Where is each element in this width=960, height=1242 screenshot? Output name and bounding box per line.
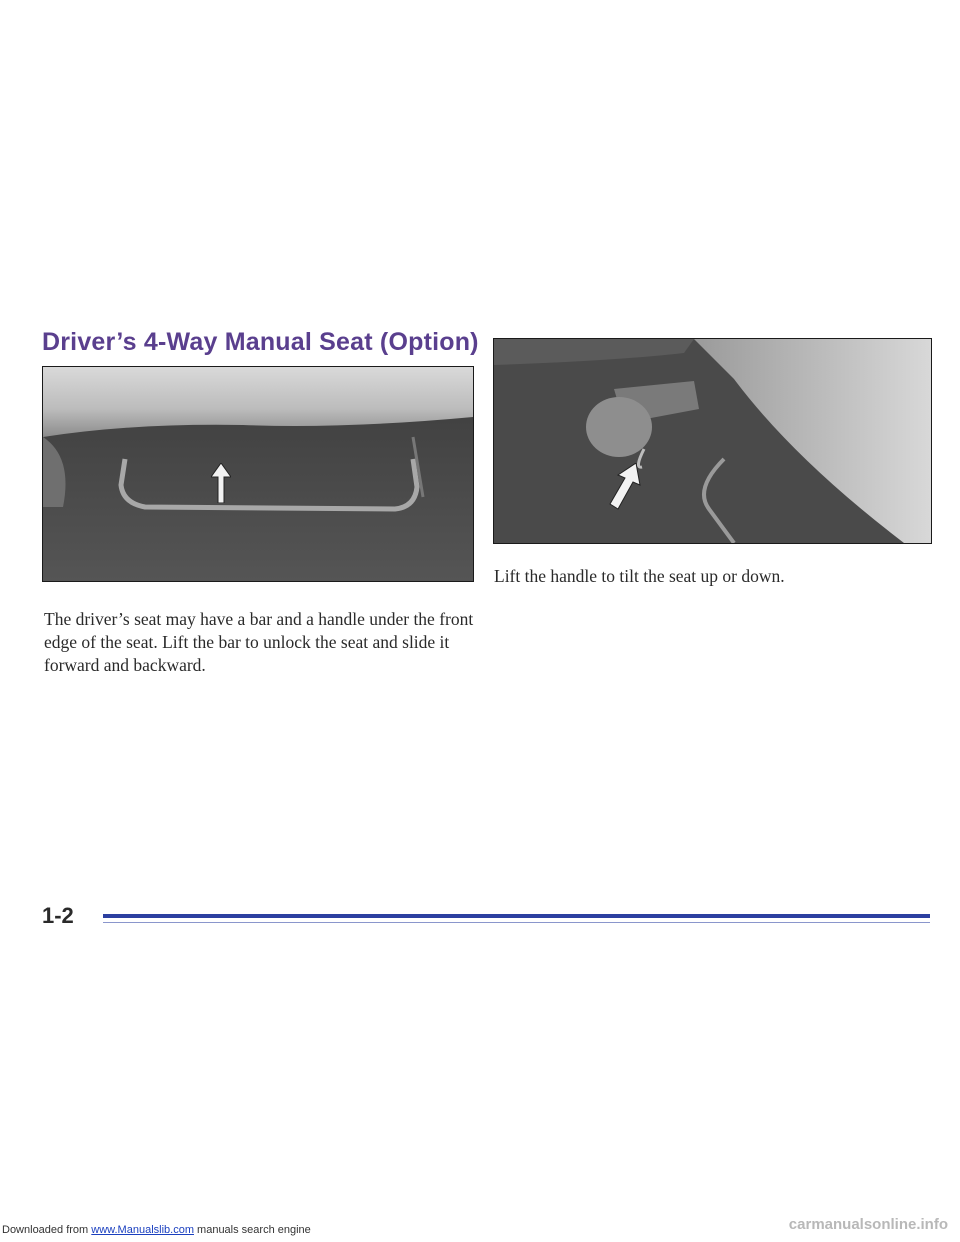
tilt-handle-description: Lift the handle to tilt the seat up or down.	[494, 566, 785, 586]
tilt-handle-photo	[493, 338, 932, 544]
section-title: Driver’s 4-Way Manual Seat (Option)	[42, 328, 479, 356]
site-watermark: carmanualsonline.info	[788, 1216, 948, 1233]
footer-prefix: Downloaded from	[2, 1224, 92, 1236]
footer-rule	[103, 914, 930, 918]
page-number: 1-2	[42, 903, 74, 928]
footer-suffix: manuals search engine	[193, 1224, 311, 1236]
arrow-up-icon	[211, 463, 231, 503]
seat-bar-photo	[42, 366, 474, 582]
arrow-up-icon	[606, 463, 642, 511]
download-footer	[2, 1224, 311, 1236]
seat-bar-description: The driver’s seat may have a bar and a handle under the front edge of the seat. Lift the bar to unlock the seat and slide it forward and backward.	[44, 609, 474, 675]
manualslib-link[interactable]: www.Manualslib.com	[91, 1224, 194, 1236]
footer-rule-thin	[103, 922, 930, 923]
